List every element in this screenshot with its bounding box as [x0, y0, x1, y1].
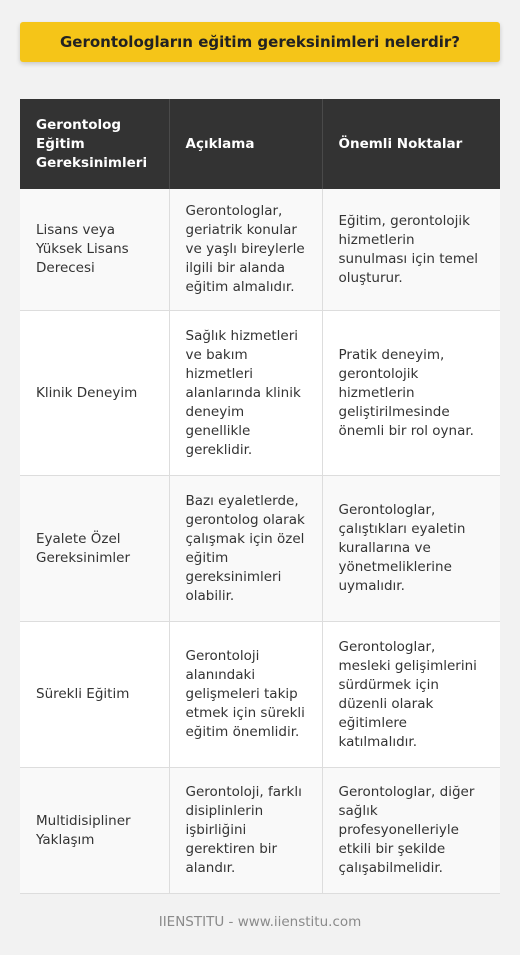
- cell-requirement: Lisans veya Yüksek Lisans Derecesi: [20, 189, 169, 311]
- cell-description: Gerontoloji, farklı disiplinlerin işbirliğini gerektiren bir alandır.: [169, 768, 322, 894]
- cell-description: Gerontoloji alanındaki gelişmeleri takip etmek için sürekli eğitim önemlidir.: [169, 622, 322, 768]
- column-header-key-points: Önemli Noktalar: [322, 99, 500, 189]
- cell-key-points: Gerontologlar, diğer sağlık profesyonelleriyle etkili bir şekilde çalışabilmelidir.: [322, 768, 500, 894]
- table-row: [20, 622, 500, 768]
- cell-key-points: Eğitim, gerontolojik hizmetlerin sunulması için temel oluşturur.: [322, 189, 500, 311]
- cell-key-points: Gerontologlar, mesleki gelişimlerini sürdürmek için düzenli olarak eğitimlere katılmalıdır.: [322, 622, 500, 768]
- column-header-description: Açıklama: [169, 99, 322, 189]
- cell-description: Gerontologlar, geriatrik konular ve yaşlı bireylerle ilgili bir alanda eğitim almalıdır.: [169, 189, 322, 311]
- table-row: [20, 311, 500, 476]
- table-row: [20, 768, 500, 894]
- cell-key-points: Gerontologlar, çalıştıkları eyaletin kurallarına ve yönetmeliklerine uymalıdır.: [322, 476, 500, 622]
- requirements-table: [20, 99, 500, 894]
- title-banner: [20, 22, 500, 62]
- cell-requirement: Klinik Deneyim: [20, 311, 169, 476]
- table-row: [20, 189, 500, 311]
- page-title: Gerontologların eğitim gereksinimleri nelerdir?: [59, 33, 461, 51]
- cell-requirement: Eyalete Özel Gereksinimler: [20, 476, 169, 622]
- table-row: [20, 476, 500, 622]
- cell-description: Sağlık hizmetleri ve bakım hizmetleri alanlarında klinik deneyim genellikle gereklidir.: [169, 311, 322, 476]
- cell-requirement: Sürekli Eğitim: [20, 622, 169, 768]
- footer-credit: IIENSTITU - www.iienstitu.com: [158, 914, 362, 930]
- column-header-requirement: Gerontolog Eğitim Gereksinimleri: [20, 99, 169, 189]
- table-header-row: [20, 99, 500, 189]
- cell-requirement: Multidisipliner Yaklaşım: [20, 768, 169, 894]
- cell-key-points: Pratik deneyim, gerontolojik hizmetlerin geliştirilmesinde önemli bir rol oynar.: [322, 311, 500, 476]
- cell-description: Bazı eyaletlerde, gerontolog olarak çalışmak için özel eğitim gereksinimleri olabilir.: [169, 476, 322, 622]
